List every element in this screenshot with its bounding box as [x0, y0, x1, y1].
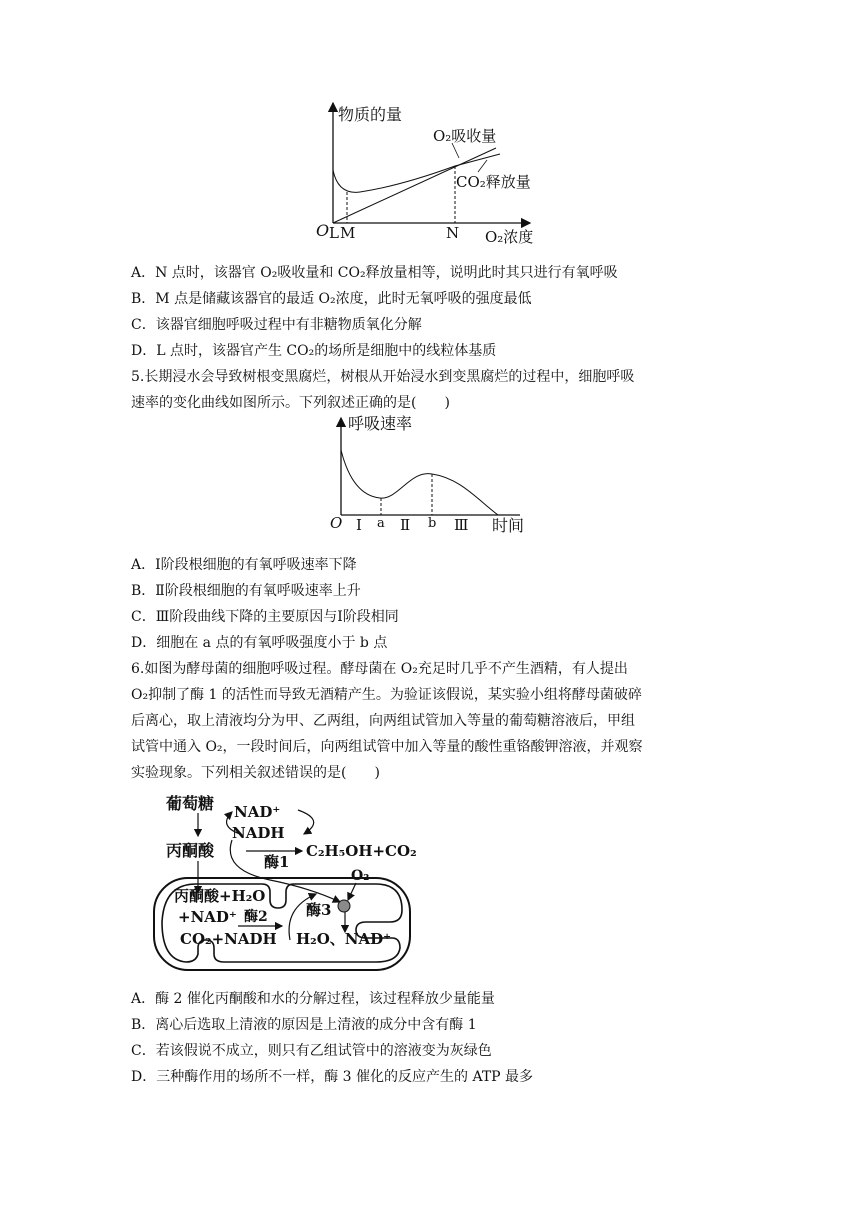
- q6-stem-line4: 试管中通入 O₂，一段时间后，向两组试管中加入等量的酸性重铬酸钾溶液，并观察: [131, 739, 643, 755]
- q6-option-c: C．若该假说不成立，则只有乙组试管中的溶液变为灰绿色: [131, 1043, 492, 1059]
- origin-label: O: [330, 514, 343, 532]
- figure-o2-co2-graph: [300, 92, 560, 252]
- q4-option-b: B．M 点是储藏该器官的最适 O₂浓度，此时无氧呼吸的强度最低: [131, 291, 532, 307]
- stage-1-label: Ⅰ: [356, 516, 362, 534]
- mito-reaction-line1: 丙酮酸+H₂O: [174, 887, 266, 905]
- origin-label: O: [316, 221, 330, 240]
- glucose-label: 葡萄糖: [166, 794, 215, 813]
- products-label: H₂O、NAD⁺: [296, 930, 392, 948]
- mito-reaction-line2: +NAD⁺: [178, 908, 237, 926]
- x-axis-label: O₂浓度: [485, 228, 534, 246]
- enzyme1-label: 酶1: [264, 853, 290, 871]
- q6-stem-line5: 实验现象。下列相关叙述错误的是( ): [131, 765, 380, 781]
- q4-option-c: C．该器官细胞呼吸过程中有非糖物质氧化分解: [131, 317, 422, 333]
- q4-option-a: A．N 点时，该器官 O₂吸收量和 CO₂释放量相等，说明此时其只进行有氧呼吸: [131, 265, 618, 281]
- y-axis-label: 物质的量: [338, 105, 403, 124]
- respiration-rate-curve: [341, 450, 498, 515]
- point-a-label: a: [377, 516, 385, 531]
- mito-reaction-line3: CO₂+NADH: [180, 930, 277, 948]
- q4-option-d: D．L 点时，该器官产生 CO₂的场所是细胞中的线粒体基质: [131, 343, 497, 359]
- point-m-label: M: [340, 224, 356, 242]
- figure-yeast-respiration-diagram: [150, 790, 430, 975]
- o2-label: O₂: [351, 868, 370, 884]
- enzyme3-label: 酶3: [306, 901, 332, 919]
- stage-2-label: Ⅱ: [400, 516, 411, 534]
- q6-stem-line2: O₂抑制了酶 1 的活性而导致无酒精产生。为验证该假说，某实验小组将酵母菌破碎: [131, 687, 642, 703]
- point-n-label: N: [446, 224, 460, 242]
- ethanol-co2-label: C₂H₅OH+CO₂: [306, 842, 417, 860]
- enzyme2-label: 酶2: [244, 909, 268, 925]
- q6-option-b: B．离心后选取上清液的原因是上清液的成分中含有酶 1: [131, 1017, 477, 1033]
- enzyme3-complex: [338, 900, 350, 912]
- stage-3-label: Ⅲ: [454, 516, 469, 534]
- co2-release-label: CO₂释放量: [456, 173, 531, 191]
- q5-stem-line2: 速率的变化曲线如图所示。下列叙述正确的是( ): [131, 395, 450, 411]
- pyruvate-label: 丙酮酸: [166, 841, 215, 860]
- q5-option-b: B．Ⅱ阶段根细胞的有氧呼吸速率上升: [131, 583, 361, 599]
- nad-label: NAD⁺: [234, 803, 281, 821]
- q6-stem-line1: 6.如图为酵母菌的细胞呼吸过程。酵母菌在 O₂充足时几乎不产生酒精，有人提出: [131, 661, 628, 677]
- point-b-label: b: [428, 516, 437, 531]
- x-axis-label: 时间: [492, 516, 525, 535]
- q6-option-a: A．酶 2 催化丙酮酸和水的分解过程，该过程释放少量能量: [131, 991, 495, 1007]
- nadh-label: NADH: [232, 824, 285, 842]
- q5-stem-line1: 5.长期浸水会导致树根变黑腐烂，树根从开始浸水到变黑腐烂的过程中，细胞呼吸: [131, 369, 635, 385]
- o2-absorption-label: O₂吸收量: [433, 127, 497, 145]
- co2-label-pointer: [478, 160, 487, 172]
- q6-stem-line3: 后离心，取上清液均分为甲、乙两组，向两组试管加入等量的葡萄糖溶液后，甲组: [131, 713, 635, 729]
- q5-option-a: A．Ⅰ阶段根细胞的有氧呼吸速率下降: [131, 557, 357, 573]
- nad-cycle-right-arrow: [298, 810, 314, 834]
- point-l-label: L: [329, 224, 339, 242]
- y-axis-label: 呼吸速率: [348, 414, 413, 433]
- q6-option-d: D．三种酶作用的场所不一样，酶 3 催化的反应产生的 ATP 最多: [131, 1069, 534, 1085]
- figure-respiration-rate-graph: [320, 410, 540, 542]
- q5-option-c: C．Ⅲ阶段曲线下降的主要原因与Ⅰ阶段相同: [131, 609, 399, 625]
- o2-arrow: [348, 883, 356, 900]
- q5-option-d: D．细胞在 a 点的有氧呼吸强度小于 b 点: [131, 635, 388, 651]
- o2-label-pointer: [452, 143, 459, 158]
